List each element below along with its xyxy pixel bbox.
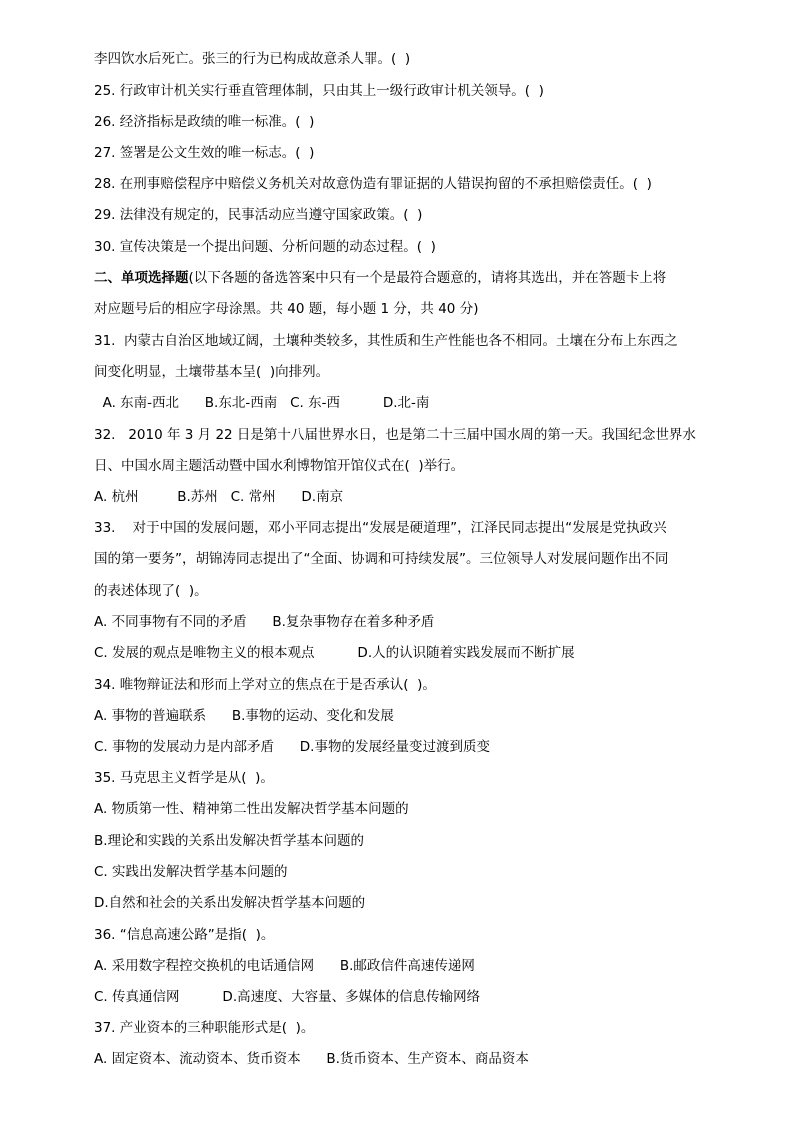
question-29: 29. 法律没有规定的，民事活动应当遵守国家政策。( ) (94, 207, 423, 223)
section-heading-line (94, 269, 666, 287)
question-26: 26. 经济指标是政绩的唯一标准。( ) (94, 114, 315, 130)
question-34: 34. 唯物辩证法和形而上学对立的焦点在于是否承认( )。 (94, 677, 436, 693)
question-35-option-b: B.理论和实践的关系出发解决哲学基本问题的 (94, 833, 365, 849)
question-31-cont: 间变化明显，土壤带基本呈( )向排列。 (94, 364, 330, 380)
question-30: 30. 宣传决策是一个提出问题、分析问题的动态过程。( ) (94, 239, 436, 255)
question-27: 27. 签署是公文生效的唯一标志。( ) (94, 145, 315, 161)
question-28: 28. 在刑事赔偿程序中赔偿义务机关对故意伪造有罪证据的人错误拘留的不承担赔偿责任。( ) (94, 176, 652, 192)
question-34-options-ab: A. 事物的普遍联系 B.事物的运动、变化和发展 (94, 708, 394, 724)
section-heading-paren: ( (188, 270, 194, 286)
question-34-options-cd: C. 事物的发展动力是内部矛盾 D.事物的发展经量变过渡到质变 (94, 739, 490, 755)
question-33-cont: 国的第一要务”，胡锦涛同志提出了“全面、协调和可持续发展”。三位领导人对发展问题作出不同 (94, 551, 669, 567)
section-instructions-cont: 对应题号后的相应字母涂黑。共 40 题，每小题 1 分，共 40 分) (94, 301, 479, 317)
question-37-options-ab: A. 固定资本、流动资本、货币资本 B.货币资本、生产资本、商品资本 (94, 1051, 529, 1067)
question-36-options-cd: C. 传真通信网 D.高速度、大容量、多媒体的信息传输网络 (94, 989, 481, 1005)
question-35-option-d: D.自然和社会的关系出发解决哲学基本问题的 (94, 895, 366, 911)
question-36: 36. “信息高速公路”是指( )。 (94, 927, 275, 943)
question-31-options: A. 东南-西北 B.东北-西南 C. 东-西 D.北-南 (94, 395, 430, 411)
question-32-cont: 日、中国水周主题活动暨中国水利博物馆开馆仪式在( )举行。 (94, 458, 465, 474)
section-heading: 二、单项选择题 (94, 270, 189, 286)
question-33-cont2: 的表述体现了( )。 (94, 583, 208, 599)
text-line: 李四饮水后死亡。张三的行为已构成故意杀人罪。( ) (94, 51, 411, 67)
question-33-options-cd: C. 发展的观点是唯物主义的根本观点 D.人的认识随着实践发展而不断扩展 (94, 645, 575, 661)
section-instructions: 以下各题的备选答案中只有一个是最符合题意的，请将其选出，并在答题卡上将 (193, 270, 667, 286)
question-32-options: A. 杭州 B.苏州 C. 常州 D.南京 (94, 489, 344, 505)
question-37: 37. 产业资本的三种职能形式是( )。 (94, 1020, 315, 1036)
question-25: 25. 行政审计机关实行垂直管理体制，只由其上一级行政审计机关领导。( ) (94, 83, 544, 99)
question-33: 33. 对于中国的发展问题，邓小平同志提出“发展是硬道理”，江泽民同志提出“发展是党执政兴 (94, 520, 667, 536)
question-35: 35. 马克思主义哲学是从( )。 (94, 770, 274, 786)
question-35-option-a: A. 物质第一性、精神第二性出发解决哲学基本问题的 (94, 801, 409, 817)
question-36-options-ab: A. 采用数字程控交换机的电话通信网 B.邮政信件高速传递网 (94, 958, 475, 974)
question-31: 31. 内蒙古自治区地域辽阔，土壤种类较多，其性质和生产性能也各不相同。土壤在分布上东西之 (94, 333, 678, 349)
question-33-options-ab: A. 不同事物有不同的矛盾 B.复杂事物存在着多种矛盾 (94, 614, 435, 630)
question-35-option-c: C. 实践出发解决哲学基本问题的 (94, 864, 288, 880)
question-32: 32. 2010 年 3 月 22 日是第十八届世界水日，也是第二十三届中国水周的第一天。我国纪念世界水 (94, 427, 696, 443)
